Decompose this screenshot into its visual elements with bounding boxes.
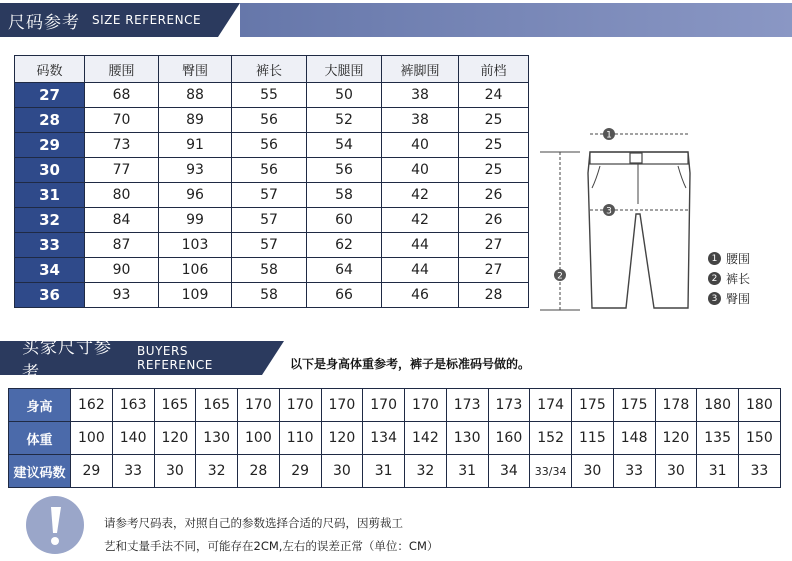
svg-text:3: 3 bbox=[606, 206, 612, 217]
value-cell: 32 bbox=[405, 455, 447, 488]
row-label: 建议码数 bbox=[9, 455, 71, 488]
size-table bbox=[14, 55, 529, 308]
size-reference-banner bbox=[0, 3, 792, 37]
table-row bbox=[15, 158, 529, 183]
value-cell: 174 bbox=[530, 389, 572, 422]
buyers-title-cn: 买家尺寸参考 bbox=[22, 338, 112, 383]
size-table-header-cell: 前档 bbox=[459, 56, 529, 83]
measure-cell: 24 bbox=[459, 83, 529, 108]
measure-cell: 55 bbox=[232, 83, 307, 108]
size-cell: 27 bbox=[15, 83, 85, 108]
value-cell: 32 bbox=[196, 455, 238, 488]
value-cell: 30 bbox=[321, 455, 363, 488]
measure-cell: 77 bbox=[85, 158, 159, 183]
measure-cell: 26 bbox=[459, 183, 529, 208]
value-cell: 33 bbox=[112, 455, 154, 488]
measure-cell: 60 bbox=[307, 208, 382, 233]
value-cell: 130 bbox=[446, 422, 488, 455]
tip-line-2: 艺和丈量手法不同，可能存在2CM,左右的误差正常（单位：CM） bbox=[104, 539, 439, 553]
legend-item-hip bbox=[708, 290, 750, 307]
measure-cell: 57 bbox=[232, 233, 307, 258]
value-cell: 115 bbox=[572, 422, 614, 455]
value-cell: 140 bbox=[112, 422, 154, 455]
value-cell: 33 bbox=[739, 455, 781, 488]
size-table-header-cell: 大腿围 bbox=[307, 56, 382, 83]
size-cell: 29 bbox=[15, 133, 85, 158]
measure-cell: 54 bbox=[307, 133, 382, 158]
value-cell: 29 bbox=[279, 455, 321, 488]
measure-cell: 68 bbox=[85, 83, 159, 108]
size-title-cn: 尺码参考 bbox=[8, 12, 80, 33]
measure-cell: 80 bbox=[85, 183, 159, 208]
measure-cell: 38 bbox=[382, 108, 459, 133]
measure-cell: 56 bbox=[307, 158, 382, 183]
value-cell: 110 bbox=[279, 422, 321, 455]
measure-cell: 52 bbox=[307, 108, 382, 133]
table-row bbox=[15, 183, 529, 208]
value-cell: 173 bbox=[446, 389, 488, 422]
size-table-header-cell: 腰围 bbox=[85, 56, 159, 83]
value-cell: 28 bbox=[238, 455, 280, 488]
buyer-table-body bbox=[9, 389, 781, 488]
table-row bbox=[9, 422, 781, 455]
measure-cell: 58 bbox=[232, 258, 307, 283]
table-row bbox=[15, 283, 529, 308]
size-cell: 33 bbox=[15, 233, 85, 258]
measure-cell: 57 bbox=[232, 183, 307, 208]
value-cell: 150 bbox=[739, 422, 781, 455]
measure-cell: 40 bbox=[382, 133, 459, 158]
measure-cell: 42 bbox=[382, 208, 459, 233]
size-cell: 36 bbox=[15, 283, 85, 308]
size-cell: 34 bbox=[15, 258, 85, 283]
measure-cell: 109 bbox=[159, 283, 232, 308]
row-label: 体重 bbox=[9, 422, 71, 455]
size-cell: 31 bbox=[15, 183, 85, 208]
diagram-marker-2 bbox=[554, 269, 566, 282]
measure-cell: 27 bbox=[459, 233, 529, 258]
size-table-header-cell: 裤脚围 bbox=[382, 56, 459, 83]
measure-cell: 56 bbox=[232, 158, 307, 183]
table-row bbox=[9, 389, 781, 422]
value-cell: 34 bbox=[488, 455, 530, 488]
legend-num: 3 bbox=[708, 292, 721, 305]
measure-cell: 89 bbox=[159, 108, 232, 133]
measure-cell: 25 bbox=[459, 133, 529, 158]
measure-cell: 73 bbox=[85, 133, 159, 158]
pants-diagram bbox=[540, 118, 700, 318]
legend-num: 1 bbox=[708, 252, 721, 265]
value-cell: 162 bbox=[71, 389, 113, 422]
value-cell: 120 bbox=[321, 422, 363, 455]
size-cell: 28 bbox=[15, 108, 85, 133]
svg-text:1: 1 bbox=[606, 130, 612, 141]
size-cell: 32 bbox=[15, 208, 85, 233]
measure-cell: 44 bbox=[382, 233, 459, 258]
value-cell: 175 bbox=[572, 389, 614, 422]
measure-cell: 57 bbox=[232, 208, 307, 233]
measure-cell: 56 bbox=[232, 133, 307, 158]
value-cell: 152 bbox=[530, 422, 572, 455]
table-row bbox=[15, 233, 529, 258]
value-cell: 30 bbox=[655, 455, 697, 488]
measure-cell: 27 bbox=[459, 258, 529, 283]
value-cell: 30 bbox=[572, 455, 614, 488]
legend-label: 臀围 bbox=[726, 292, 751, 306]
measure-cell: 88 bbox=[159, 83, 232, 108]
row-label: 身高 bbox=[9, 389, 71, 422]
measure-cell: 56 bbox=[232, 108, 307, 133]
measure-cell: 93 bbox=[85, 283, 159, 308]
value-cell: 33/34 bbox=[530, 455, 572, 488]
table-row bbox=[15, 108, 529, 133]
size-table-header-cell: 码数 bbox=[15, 56, 85, 83]
value-cell: 134 bbox=[363, 422, 405, 455]
value-cell: 170 bbox=[238, 389, 280, 422]
size-table-body bbox=[15, 83, 529, 308]
measure-cell: 91 bbox=[159, 133, 232, 158]
buyers-reference-title bbox=[0, 338, 262, 383]
table-row bbox=[9, 455, 781, 488]
value-cell: 170 bbox=[321, 389, 363, 422]
measure-cell: 58 bbox=[307, 183, 382, 208]
buyers-title-en: BUYERS REFERENCE bbox=[137, 344, 213, 372]
exclamation-icon bbox=[25, 495, 85, 555]
size-table-header-cell: 臀围 bbox=[159, 56, 232, 83]
measure-cell: 25 bbox=[459, 108, 529, 133]
table-row bbox=[15, 258, 529, 283]
measure-cell: 58 bbox=[232, 283, 307, 308]
banner-stripe bbox=[240, 3, 792, 37]
size-cell: 30 bbox=[15, 158, 85, 183]
size-table-header bbox=[15, 56, 529, 83]
buyer-table bbox=[8, 388, 781, 488]
diagram-marker-3 bbox=[603, 204, 615, 217]
size-title-en: SIZE REFERENCE bbox=[92, 13, 202, 27]
measure-cell: 42 bbox=[382, 183, 459, 208]
measure-cell: 90 bbox=[85, 258, 159, 283]
measure-cell: 44 bbox=[382, 258, 459, 283]
measure-cell: 87 bbox=[85, 233, 159, 258]
value-cell: 31 bbox=[446, 455, 488, 488]
measure-cell: 99 bbox=[159, 208, 232, 233]
value-cell: 100 bbox=[71, 422, 113, 455]
measure-cell: 40 bbox=[382, 158, 459, 183]
measure-cell: 106 bbox=[159, 258, 232, 283]
table-row bbox=[15, 208, 529, 233]
measure-cell: 64 bbox=[307, 258, 382, 283]
value-cell: 170 bbox=[279, 389, 321, 422]
value-cell: 31 bbox=[697, 455, 739, 488]
legend-item-waist bbox=[708, 250, 750, 267]
value-cell: 180 bbox=[697, 389, 739, 422]
measure-cell: 26 bbox=[459, 208, 529, 233]
value-cell: 160 bbox=[488, 422, 530, 455]
measure-cell: 25 bbox=[459, 158, 529, 183]
legend-label: 腰围 bbox=[726, 252, 751, 266]
table-row bbox=[15, 133, 529, 158]
value-cell: 148 bbox=[613, 422, 655, 455]
tip-line-1: 请参考尺码表，对照自己的参数选择合适的尺码，因剪裁工 bbox=[104, 516, 403, 530]
value-cell: 178 bbox=[655, 389, 697, 422]
measure-cell: 50 bbox=[307, 83, 382, 108]
value-cell: 130 bbox=[196, 422, 238, 455]
diagram-marker-1 bbox=[603, 128, 615, 141]
legend-label: 裤长 bbox=[726, 272, 751, 286]
legend-num: 2 bbox=[708, 272, 721, 285]
measure-cell: 70 bbox=[85, 108, 159, 133]
measure-cell: 84 bbox=[85, 208, 159, 233]
value-cell: 120 bbox=[655, 422, 697, 455]
value-cell: 33 bbox=[613, 455, 655, 488]
buyers-note: 以下是身高体重参考，裤子是标准码号做的。 bbox=[290, 357, 531, 371]
measure-cell: 93 bbox=[159, 158, 232, 183]
measure-cell: 62 bbox=[307, 233, 382, 258]
table-row bbox=[15, 83, 529, 108]
value-cell: 163 bbox=[112, 389, 154, 422]
value-cell: 29 bbox=[71, 455, 113, 488]
measure-cell: 38 bbox=[382, 83, 459, 108]
measure-cell: 66 bbox=[307, 283, 382, 308]
value-cell: 180 bbox=[739, 389, 781, 422]
value-cell: 135 bbox=[697, 422, 739, 455]
size-reference-title bbox=[0, 3, 218, 37]
value-cell: 30 bbox=[154, 455, 196, 488]
measure-cell: 103 bbox=[159, 233, 232, 258]
value-cell: 165 bbox=[154, 389, 196, 422]
measure-cell: 46 bbox=[382, 283, 459, 308]
value-cell: 142 bbox=[405, 422, 447, 455]
value-cell: 165 bbox=[196, 389, 238, 422]
measure-cell: 96 bbox=[159, 183, 232, 208]
value-cell: 100 bbox=[238, 422, 280, 455]
value-cell: 173 bbox=[488, 389, 530, 422]
value-cell: 175 bbox=[613, 389, 655, 422]
value-cell: 170 bbox=[405, 389, 447, 422]
svg-text:2: 2 bbox=[557, 271, 563, 282]
measure-cell: 28 bbox=[459, 283, 529, 308]
size-table-header-cell: 裤长 bbox=[232, 56, 307, 83]
value-cell: 120 bbox=[154, 422, 196, 455]
legend-item-length bbox=[708, 270, 750, 287]
value-cell: 31 bbox=[363, 455, 405, 488]
value-cell: 170 bbox=[363, 389, 405, 422]
